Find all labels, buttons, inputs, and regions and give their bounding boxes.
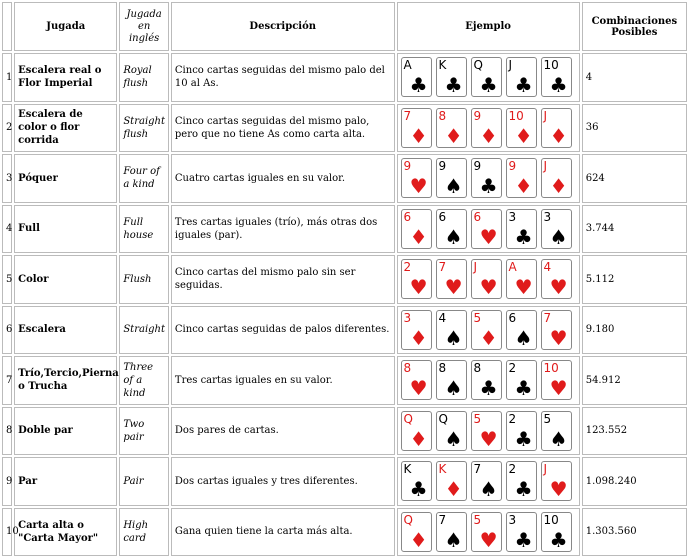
playing-card bbox=[506, 360, 537, 400]
playing-card bbox=[436, 209, 467, 249]
card-rank: 2 bbox=[508, 411, 517, 426]
card-rank: 2 bbox=[508, 462, 517, 477]
card-rank: J bbox=[543, 462, 548, 477]
card-rank: 10 bbox=[543, 361, 559, 376]
playing-card bbox=[401, 158, 432, 198]
card-rank: K bbox=[438, 462, 447, 477]
card-suit-icon: ♠ bbox=[549, 426, 568, 451]
playing-card bbox=[401, 411, 432, 451]
card-suit-icon: ♠ bbox=[444, 224, 463, 249]
card-rank: 6 bbox=[473, 209, 482, 224]
playing-card bbox=[436, 259, 467, 299]
card-rank: 5 bbox=[473, 310, 482, 325]
card-rank: J bbox=[543, 108, 548, 123]
playing-card bbox=[506, 158, 537, 198]
card-rank: 7 bbox=[438, 260, 447, 275]
card-suit-icon: ♥ bbox=[549, 325, 568, 350]
playing-card bbox=[471, 57, 502, 97]
card-suit-icon: ♣ bbox=[549, 73, 568, 98]
hand-name-english: Flush bbox=[119, 255, 169, 304]
header-description: Descripción bbox=[171, 2, 395, 51]
card-suit-icon: ♦ bbox=[479, 123, 498, 148]
card-suit-icon: ♠ bbox=[549, 224, 568, 249]
table-row bbox=[2, 508, 687, 557]
header-english: Jugada en inglés bbox=[119, 2, 169, 51]
playing-card bbox=[401, 461, 432, 501]
card-rank: 6 bbox=[438, 209, 447, 224]
card-suit-icon: ♠ bbox=[444, 426, 463, 451]
combinations-count: 5.112 bbox=[582, 255, 687, 304]
card-rank: 8 bbox=[473, 361, 482, 376]
card-suit-icon: ♥ bbox=[409, 275, 428, 300]
card-rank: 7 bbox=[403, 108, 412, 123]
card-suit-icon: ♥ bbox=[479, 275, 498, 300]
card-suit-icon: ♠ bbox=[444, 376, 463, 401]
playing-card bbox=[471, 512, 502, 552]
hand-name: Escalera real o Flor Imperial bbox=[14, 53, 117, 102]
header-row bbox=[2, 2, 687, 51]
playing-card bbox=[541, 259, 572, 299]
hand-name-english: Three of a kind bbox=[119, 356, 169, 405]
card-suit-icon: ♥ bbox=[479, 426, 498, 451]
card-rank: K bbox=[403, 462, 412, 477]
combinations-count: 54.912 bbox=[582, 356, 687, 405]
card-rank: 7 bbox=[438, 512, 447, 527]
card-suit-icon: ♠ bbox=[514, 325, 533, 350]
example-cards bbox=[397, 104, 580, 153]
hand-name: Trío,Tercio,Pierna o Trucha bbox=[14, 356, 117, 405]
playing-card bbox=[436, 310, 467, 350]
card-rank: 4 bbox=[543, 260, 552, 275]
card-suit-icon: ♦ bbox=[444, 477, 463, 502]
playing-card bbox=[541, 512, 572, 552]
card-rank: 5 bbox=[473, 411, 482, 426]
hand-name: Póquer bbox=[14, 154, 117, 203]
hand-description: Cuatro cartas iguales en su valor. bbox=[171, 154, 395, 203]
playing-card bbox=[541, 360, 572, 400]
playing-card bbox=[471, 310, 502, 350]
hand-name: Escalera bbox=[14, 306, 117, 355]
combinations-count: 9.180 bbox=[582, 306, 687, 355]
playing-card bbox=[506, 259, 537, 299]
playing-card bbox=[506, 461, 537, 501]
card-suit-icon: ♥ bbox=[549, 477, 568, 502]
card-rank: 9 bbox=[438, 159, 447, 174]
playing-card bbox=[506, 512, 537, 552]
hand-description: Dos pares de cartas. bbox=[171, 407, 395, 456]
hand-name: Carta alta o "Carta Mayor" bbox=[14, 508, 117, 557]
row-number: 3 bbox=[2, 154, 12, 203]
playing-card bbox=[436, 512, 467, 552]
hand-description: Cinco cartas seguidas del mismo palo, pero que no tiene As como carta alta. bbox=[171, 104, 395, 153]
combinations-count: 36 bbox=[582, 104, 687, 153]
card-suit-icon: ♠ bbox=[479, 477, 498, 502]
playing-card bbox=[471, 158, 502, 198]
card-rank: 5 bbox=[473, 512, 482, 527]
hand-name: Full bbox=[14, 205, 117, 254]
playing-card bbox=[401, 57, 432, 97]
example-cards bbox=[397, 306, 580, 355]
card-suit-icon: ♣ bbox=[514, 426, 533, 451]
example-cards bbox=[397, 407, 580, 456]
playing-card bbox=[436, 360, 467, 400]
playing-card bbox=[541, 108, 572, 148]
card-rank: 9 bbox=[473, 108, 482, 123]
card-rank: J bbox=[508, 58, 513, 73]
playing-card bbox=[401, 360, 432, 400]
hand-name-english: Straight flush bbox=[119, 104, 169, 153]
example-cards bbox=[397, 457, 580, 506]
card-rank: 8 bbox=[403, 361, 412, 376]
table-row bbox=[2, 306, 687, 355]
table-row bbox=[2, 457, 687, 506]
card-suit-icon: ♣ bbox=[514, 224, 533, 249]
card-suit-icon: ♣ bbox=[479, 73, 498, 98]
card-rank: 4 bbox=[438, 310, 447, 325]
table-row bbox=[2, 205, 687, 254]
card-rank: 3 bbox=[508, 209, 517, 224]
row-number: 10 bbox=[2, 508, 12, 557]
card-rank: K bbox=[438, 58, 447, 73]
card-suit-icon: ♦ bbox=[479, 325, 498, 350]
card-suit-icon: ♥ bbox=[409, 174, 428, 199]
header-hand: Jugada bbox=[14, 2, 117, 51]
card-rank: 3 bbox=[403, 310, 412, 325]
hand-description: Tres cartas iguales (trío), más otras dos iguales (par). bbox=[171, 205, 395, 254]
card-suit-icon: ♦ bbox=[409, 224, 428, 249]
card-rank: 6 bbox=[508, 310, 517, 325]
hand-description: Cinco cartas seguidas del mismo palo del 10 al As. bbox=[171, 53, 395, 102]
playing-card bbox=[506, 310, 537, 350]
table-row bbox=[2, 104, 687, 153]
playing-card bbox=[506, 209, 537, 249]
hand-name: Escalera de color o flor corrida bbox=[14, 104, 117, 153]
combinations-count: 624 bbox=[582, 154, 687, 203]
card-rank: A bbox=[403, 58, 412, 73]
row-number: 9 bbox=[2, 457, 12, 506]
hand-description: Tres cartas iguales en su valor. bbox=[171, 356, 395, 405]
combinations-count: 123.552 bbox=[582, 407, 687, 456]
card-rank: Q bbox=[403, 411, 413, 426]
row-number: 1 bbox=[2, 53, 12, 102]
combinations-count: 1.303.560 bbox=[582, 508, 687, 557]
hand-name-english: Pair bbox=[119, 457, 169, 506]
hand-description: Cinco cartas del mismo palo sin ser seguidas. bbox=[171, 255, 395, 304]
playing-card bbox=[401, 209, 432, 249]
playing-card bbox=[436, 158, 467, 198]
table-row bbox=[2, 407, 687, 456]
playing-card bbox=[541, 310, 572, 350]
card-suit-icon: ♥ bbox=[479, 224, 498, 249]
hand-name-english: Full house bbox=[119, 205, 169, 254]
playing-card bbox=[401, 108, 432, 148]
card-rank: 9 bbox=[403, 159, 412, 174]
card-rank: 10 bbox=[543, 58, 559, 73]
hand-name-english: Four of a kind bbox=[119, 154, 169, 203]
card-suit-icon: ♦ bbox=[409, 123, 428, 148]
playing-card bbox=[436, 57, 467, 97]
playing-card bbox=[401, 512, 432, 552]
header-num bbox=[2, 2, 12, 51]
playing-card bbox=[541, 158, 572, 198]
hand-name-english: Royal flush bbox=[119, 53, 169, 102]
hand-name-english: Two pair bbox=[119, 407, 169, 456]
combinations-count: 3.744 bbox=[582, 205, 687, 254]
card-rank: 7 bbox=[543, 310, 552, 325]
card-suit-icon: ♦ bbox=[514, 174, 533, 199]
table-row bbox=[2, 356, 687, 405]
hand-description: Gana quien tiene la carta más alta. bbox=[171, 508, 395, 557]
hand-description: Dos cartas iguales y tres diferentes. bbox=[171, 457, 395, 506]
playing-card bbox=[436, 108, 467, 148]
card-rank: 3 bbox=[543, 209, 552, 224]
card-suit-icon: ♣ bbox=[514, 477, 533, 502]
example-cards bbox=[397, 53, 580, 102]
table-row bbox=[2, 53, 687, 102]
card-rank: 8 bbox=[438, 361, 447, 376]
example-cards bbox=[397, 508, 580, 557]
card-suit-icon: ♦ bbox=[409, 527, 428, 552]
playing-card bbox=[436, 461, 467, 501]
row-number: 7 bbox=[2, 356, 12, 405]
table-row bbox=[2, 154, 687, 203]
playing-card bbox=[471, 259, 502, 299]
card-suit-icon: ♣ bbox=[514, 376, 533, 401]
row-number: 2 bbox=[2, 104, 12, 153]
hand-description: Cinco cartas seguidas de palos diferentes. bbox=[171, 306, 395, 355]
card-suit-icon: ♦ bbox=[549, 123, 568, 148]
card-suit-icon: ♥ bbox=[549, 376, 568, 401]
card-suit-icon: ♣ bbox=[479, 174, 498, 199]
card-rank: J bbox=[473, 260, 478, 275]
row-number: 4 bbox=[2, 205, 12, 254]
card-suit-icon: ♣ bbox=[409, 477, 428, 502]
card-rank: 10 bbox=[508, 108, 524, 123]
combinations-count: 1.098.240 bbox=[582, 457, 687, 506]
card-rank: Q bbox=[473, 58, 483, 73]
card-suit-icon: ♥ bbox=[479, 527, 498, 552]
card-rank: 9 bbox=[473, 159, 482, 174]
card-rank: 2 bbox=[508, 361, 517, 376]
example-cards bbox=[397, 205, 580, 254]
card-rank: 7 bbox=[473, 462, 482, 477]
card-rank: 3 bbox=[508, 512, 517, 527]
header-example: Ejemplo bbox=[397, 2, 580, 51]
card-suit-icon: ♦ bbox=[549, 174, 568, 199]
card-suit-icon: ♣ bbox=[444, 73, 463, 98]
example-cards bbox=[397, 255, 580, 304]
hand-name: Doble par bbox=[14, 407, 117, 456]
hand-name-english: Straight bbox=[119, 306, 169, 355]
playing-card bbox=[401, 259, 432, 299]
playing-card bbox=[541, 57, 572, 97]
playing-card bbox=[541, 461, 572, 501]
example-cards bbox=[397, 154, 580, 203]
card-rank: 8 bbox=[438, 108, 447, 123]
card-suit-icon: ♣ bbox=[514, 73, 533, 98]
card-suit-icon: ♥ bbox=[444, 275, 463, 300]
card-suit-icon: ♠ bbox=[444, 527, 463, 552]
card-suit-icon: ♥ bbox=[514, 275, 533, 300]
card-rank: 5 bbox=[543, 411, 552, 426]
playing-card bbox=[506, 57, 537, 97]
card-rank: J bbox=[543, 159, 548, 174]
hand-name: Color bbox=[14, 255, 117, 304]
card-rank: 10 bbox=[543, 512, 559, 527]
card-suit-icon: ♥ bbox=[549, 275, 568, 300]
playing-card bbox=[436, 411, 467, 451]
playing-card bbox=[471, 209, 502, 249]
playing-card bbox=[541, 411, 572, 451]
card-suit-icon: ♥ bbox=[409, 376, 428, 401]
playing-card bbox=[401, 310, 432, 350]
playing-card bbox=[471, 411, 502, 451]
card-rank: 9 bbox=[508, 159, 517, 174]
card-suit-icon: ♣ bbox=[549, 527, 568, 552]
table-row bbox=[2, 255, 687, 304]
card-suit-icon: ♣ bbox=[514, 527, 533, 552]
card-suit-icon: ♠ bbox=[444, 174, 463, 199]
hand-name: Par bbox=[14, 457, 117, 506]
hand-name-english: High card bbox=[119, 508, 169, 557]
combinations-count: 4 bbox=[582, 53, 687, 102]
card-suit-icon: ♠ bbox=[444, 325, 463, 350]
playing-card bbox=[471, 108, 502, 148]
card-suit-icon: ♦ bbox=[409, 426, 428, 451]
row-number: 8 bbox=[2, 407, 12, 456]
card-suit-icon: ♣ bbox=[409, 73, 428, 98]
card-suit-icon: ♦ bbox=[514, 123, 533, 148]
example-cards bbox=[397, 356, 580, 405]
card-rank: 2 bbox=[403, 260, 412, 275]
playing-card bbox=[506, 108, 537, 148]
playing-card bbox=[471, 461, 502, 501]
card-rank: Q bbox=[438, 411, 448, 426]
playing-card bbox=[506, 411, 537, 451]
header-combinations: Combinaciones Posibles bbox=[582, 2, 687, 51]
card-rank: 6 bbox=[403, 209, 412, 224]
row-number: 5 bbox=[2, 255, 12, 304]
card-suit-icon: ♦ bbox=[409, 325, 428, 350]
card-suit-icon: ♣ bbox=[479, 376, 498, 401]
card-rank: A bbox=[508, 260, 517, 275]
row-number: 6 bbox=[2, 306, 12, 355]
playing-card bbox=[471, 360, 502, 400]
card-suit-icon: ♦ bbox=[444, 123, 463, 148]
card-rank: Q bbox=[403, 512, 413, 527]
playing-card bbox=[541, 209, 572, 249]
